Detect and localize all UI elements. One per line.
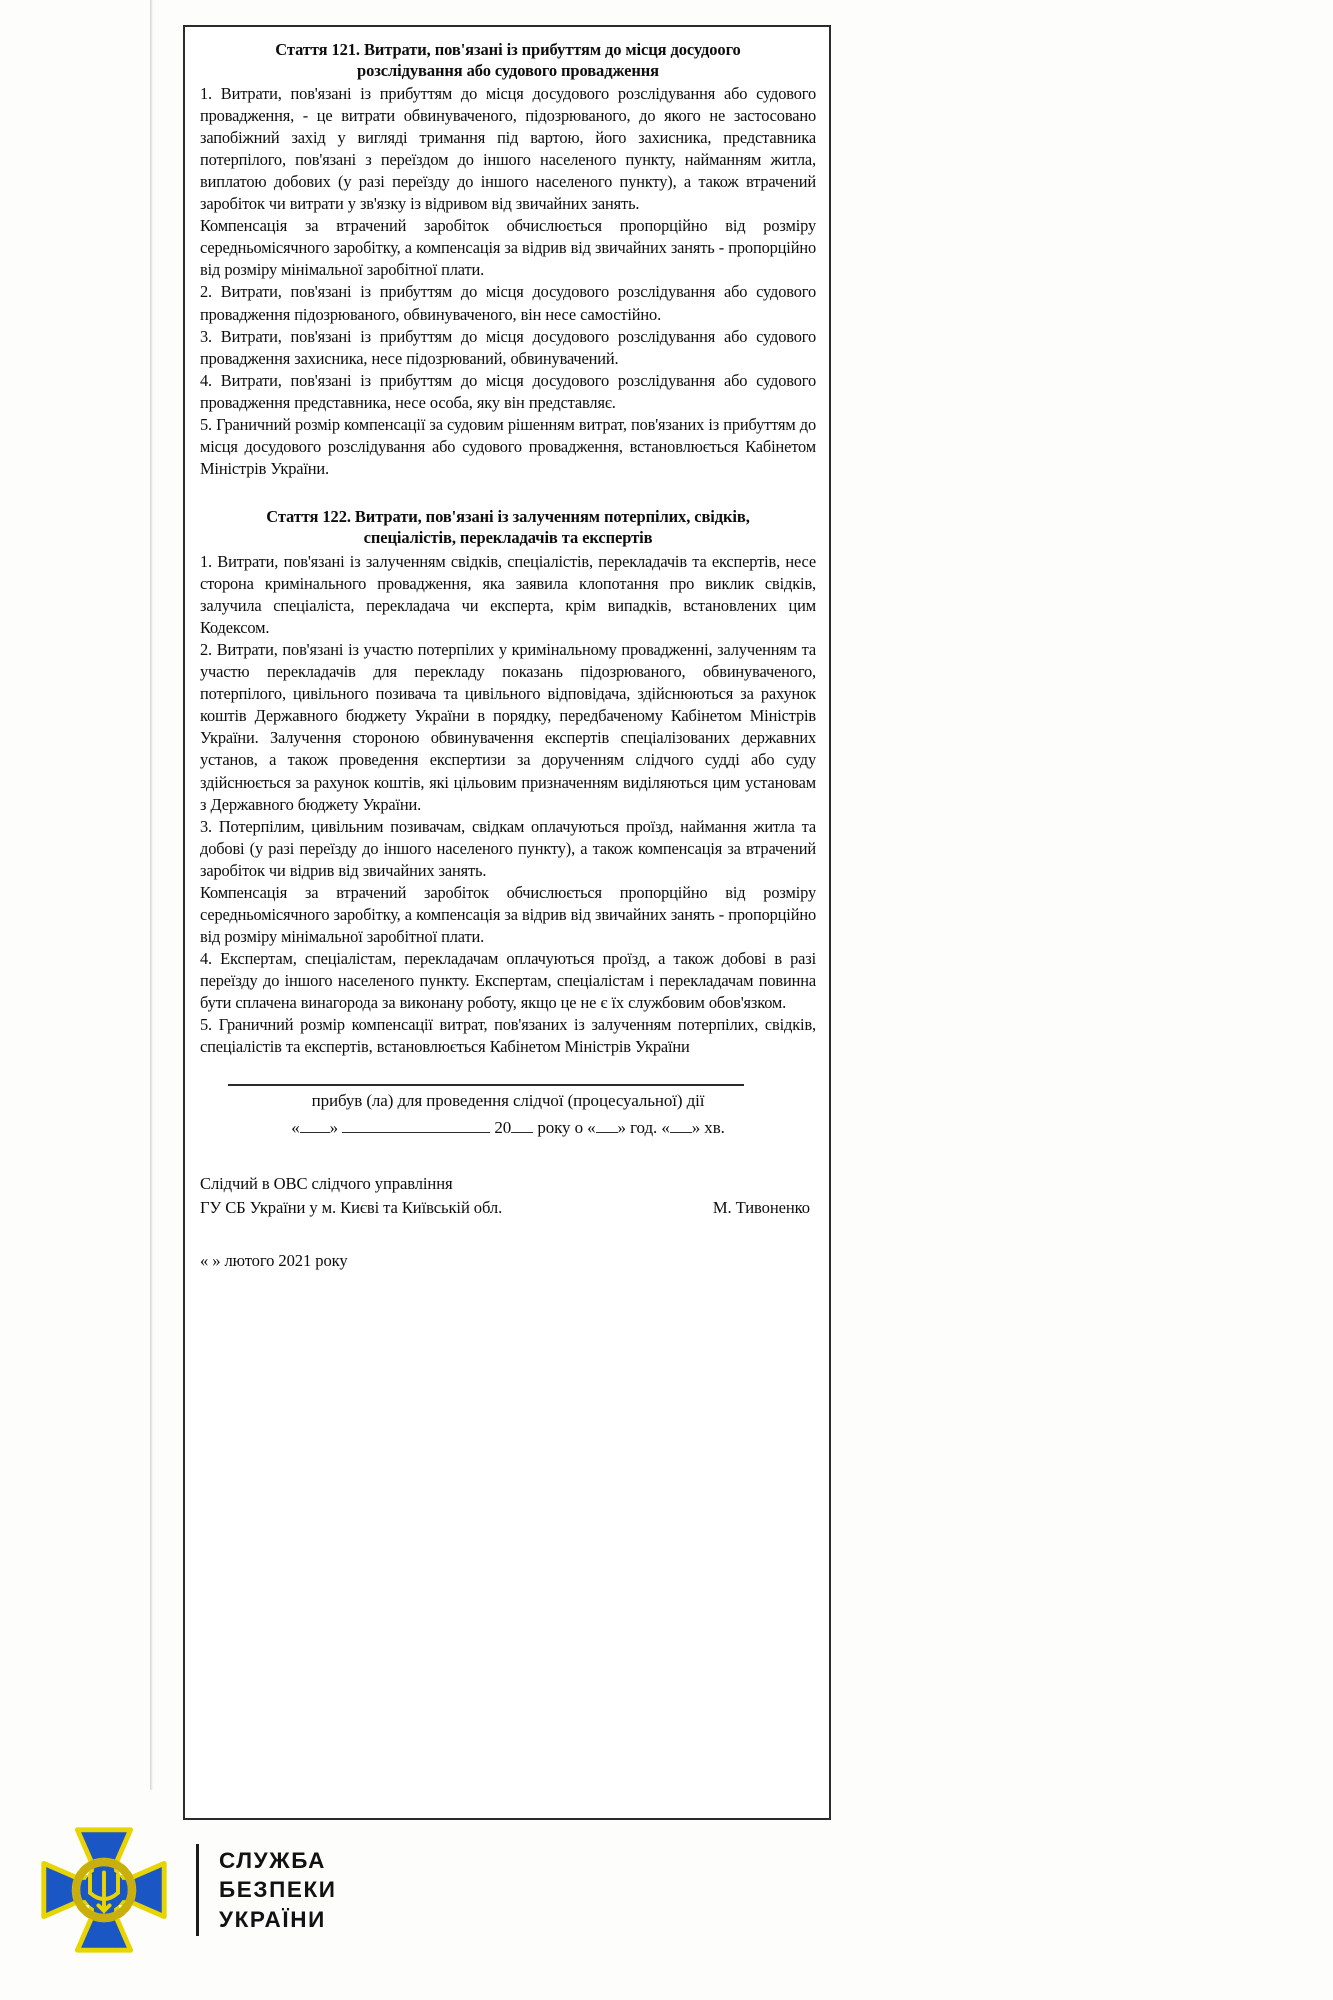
signatory-row: [200, 1196, 816, 1220]
sbu-wordmark-line-1: СЛУЖБА: [219, 1848, 326, 1874]
article-121-paragraph-1: 1. Витрати, пов'язані із прибуттям до місця досудового розслідування або судового провадження, - це витрати обвинуваченого, підозрюваного, до якого не застосовано запобіжний захід у вигляді тримання під вартою, його захисника, представника потерпілого, пов'язані з переїздом до іншого населеного пункту, найманням житла, виплатою добових (у разі переїзду до іншого населеного пункту), а також втрачений заробіток чи витрати у зв'язку із відривом від звичайних занять.: [200, 83, 816, 214]
article-121-paragraph-6: 5. Граничний розмір компенсації за судовим рішенням витрат, пов'язаних із прибуттям до місця досудового розслідування або судового провадження, встановлюється Кабінетом Міністрів України.: [200, 414, 816, 478]
sbu-footer: [34, 1795, 454, 1985]
arrival-date-line: [200, 1115, 816, 1141]
hour-label: год.: [630, 1117, 658, 1137]
form-horizontal-rule: [228, 1084, 744, 1086]
arrival-form-block: [200, 1084, 816, 1140]
month-blank-field[interactable]: [342, 1119, 490, 1133]
article-122-paragraph-1: 1. Витрати, пов'язані із залученням свідків, спеціалістів, перекладачів та експертів, несе сторона кримінального провадження, яка заявила клопотання про виклик свідків, залучила спеціаліста, перекладача чи експерта, крім випадків, встановлених цим Кодексом.: [200, 551, 816, 638]
article-121-paragraph-3: 2. Витрати, пов'язані із прибуттям до місця досудового розслідування або судового провадження підозрюваного, обвинуваченого, він несе самостійно.: [200, 282, 816, 324]
article-122-paragraph-2: 2. Витрати, пов'язані із участю потерпілих у кримінальному провадженні, залученням та участю перекладачів для перекладу показань підозрюваного, обвинуваченого, потерпілого, цивільного позивача та цивільного відповідача, здійснюються за рахунок коштів Державного бюджету України в порядку, передбаченому Кабінетом Міністрів України. Залучення стороною обвинувачення експертів спеціалізованих державних установ, а також проведення експертизи за дорученням слідчого судді або суду здійснюється за рахунок коштів, які цільовим призначенням виділяються цим установам з Державного бюджету України.: [200, 640, 816, 814]
article-121-heading: [200, 39, 816, 82]
scan-edge-shadow: [150, 0, 153, 1790]
article-122-heading-line-1: Стаття 122. Витрати, пов'язані із залученням потерпілих, свідків,: [266, 507, 750, 526]
date-quote-open: «: [291, 1117, 300, 1137]
sbu-wordmark: [219, 1846, 337, 1934]
hour-quote-close: »: [617, 1117, 626, 1137]
article-122-paragraph-5: 4. Експертам, спеціалістам, перекладачам оплачуються проїзд, а також добові в разі переїзду до іншого населеного пункту. Експертам, спеціалістам і перекладачам повинна бути сплачена винагорода за виконану роботу, якщо це не є їх службовим обов'язком.: [200, 949, 816, 1013]
article-121-section: [200, 39, 816, 480]
hour-blank-field[interactable]: [596, 1119, 618, 1133]
article-121-paragraph-2: Компенсація за втрачений заробіток обчислюється пропорційно від розміру середньомісячного заробітку, а компенсація за відрив від звичайних занять - пропорційно від розміру мінімальної заробітної плати.: [200, 216, 816, 280]
minute-label: хв.: [704, 1117, 725, 1137]
article-122-paragraph-3: 3. Потерпілим, цивільним позивачам, свідкам оплачуються проїзд, наймання житла та добові (у разі переїзду до іншого населеного пункту), а також компенсація за втрачений заробіток чи відрив від звичайних занять.: [200, 816, 816, 880]
day-blank-field[interactable]: [300, 1119, 330, 1133]
article-121-paragraph-5: 4. Витрати, пов'язані із прибуттям до місця досудового розслідування або судового провадження представника, несе особа, яку він представляє.: [200, 370, 816, 412]
sbu-wordmark-line-2: БЕЗПЕКИ: [219, 1877, 337, 1903]
minute-quote-close: »: [691, 1117, 701, 1137]
sbu-wordmark-line-3: УКРАЇНИ: [219, 1906, 326, 1932]
signatory-name: М. Тивоненко: [712, 1197, 810, 1217]
article-121-heading-line-2: розслідування або судового провадження: [357, 61, 659, 81]
sbu-divider: [196, 1844, 199, 1936]
year-blank-field[interactable]: [511, 1119, 533, 1133]
document-text-frame: [183, 25, 831, 1820]
minute-blank-field[interactable]: [670, 1119, 692, 1133]
article-122-paragraph-4: Компенсація за втрачений заробіток обчислюється пропорційно від розміру середньомісячного заробітку, а компенсація за відрив від звичайних занять - пропорційно від розміру мінімальної заробітної плати.: [200, 882, 816, 946]
signatory-position-line-1: Слідчий в ОВС слідчого управління: [200, 1174, 453, 1194]
article-122-paragraph-6: 5. Граничний розмір компенсації витрат, пов'язаних із залученням потерпілих, свідків, спеціалістів та експертів, встановлюється Кабінетом Міністрів України: [200, 1015, 816, 1057]
arrival-statement: прибув (ла) для проведення слідчої (процесуальної) дії: [311, 1091, 705, 1111]
year-suffix: року о: [537, 1117, 583, 1137]
date-quote-close: »: [329, 1117, 339, 1137]
hour-quote-open: «: [587, 1117, 596, 1137]
year-prefix: 20: [494, 1117, 512, 1137]
article-121-paragraph-4: 3. Витрати, пов'язані із прибуттям до місця досудового розслідування або судового провадження захисника, несе підозрюваний, обвинувачений.: [200, 326, 816, 368]
article-122-heading-line-2: спеціалістів, перекладачів та експертів: [363, 528, 653, 548]
article-121-heading-line-1: Стаття 121. Витрати, пов'язані із прибуттям до місця досудоого: [275, 40, 741, 59]
signature-block: [200, 1172, 816, 1273]
article-122-heading: [200, 506, 816, 549]
signature-date: « » лютого 2021 року: [200, 1251, 348, 1271]
article-122-section: [200, 506, 816, 1058]
signatory-position-line-2: ГУ СБ України у м. Києві та Київській обл.: [200, 1197, 503, 1217]
minute-quote-open: «: [661, 1117, 670, 1137]
sbu-emblem-icon: [34, 1820, 174, 1960]
